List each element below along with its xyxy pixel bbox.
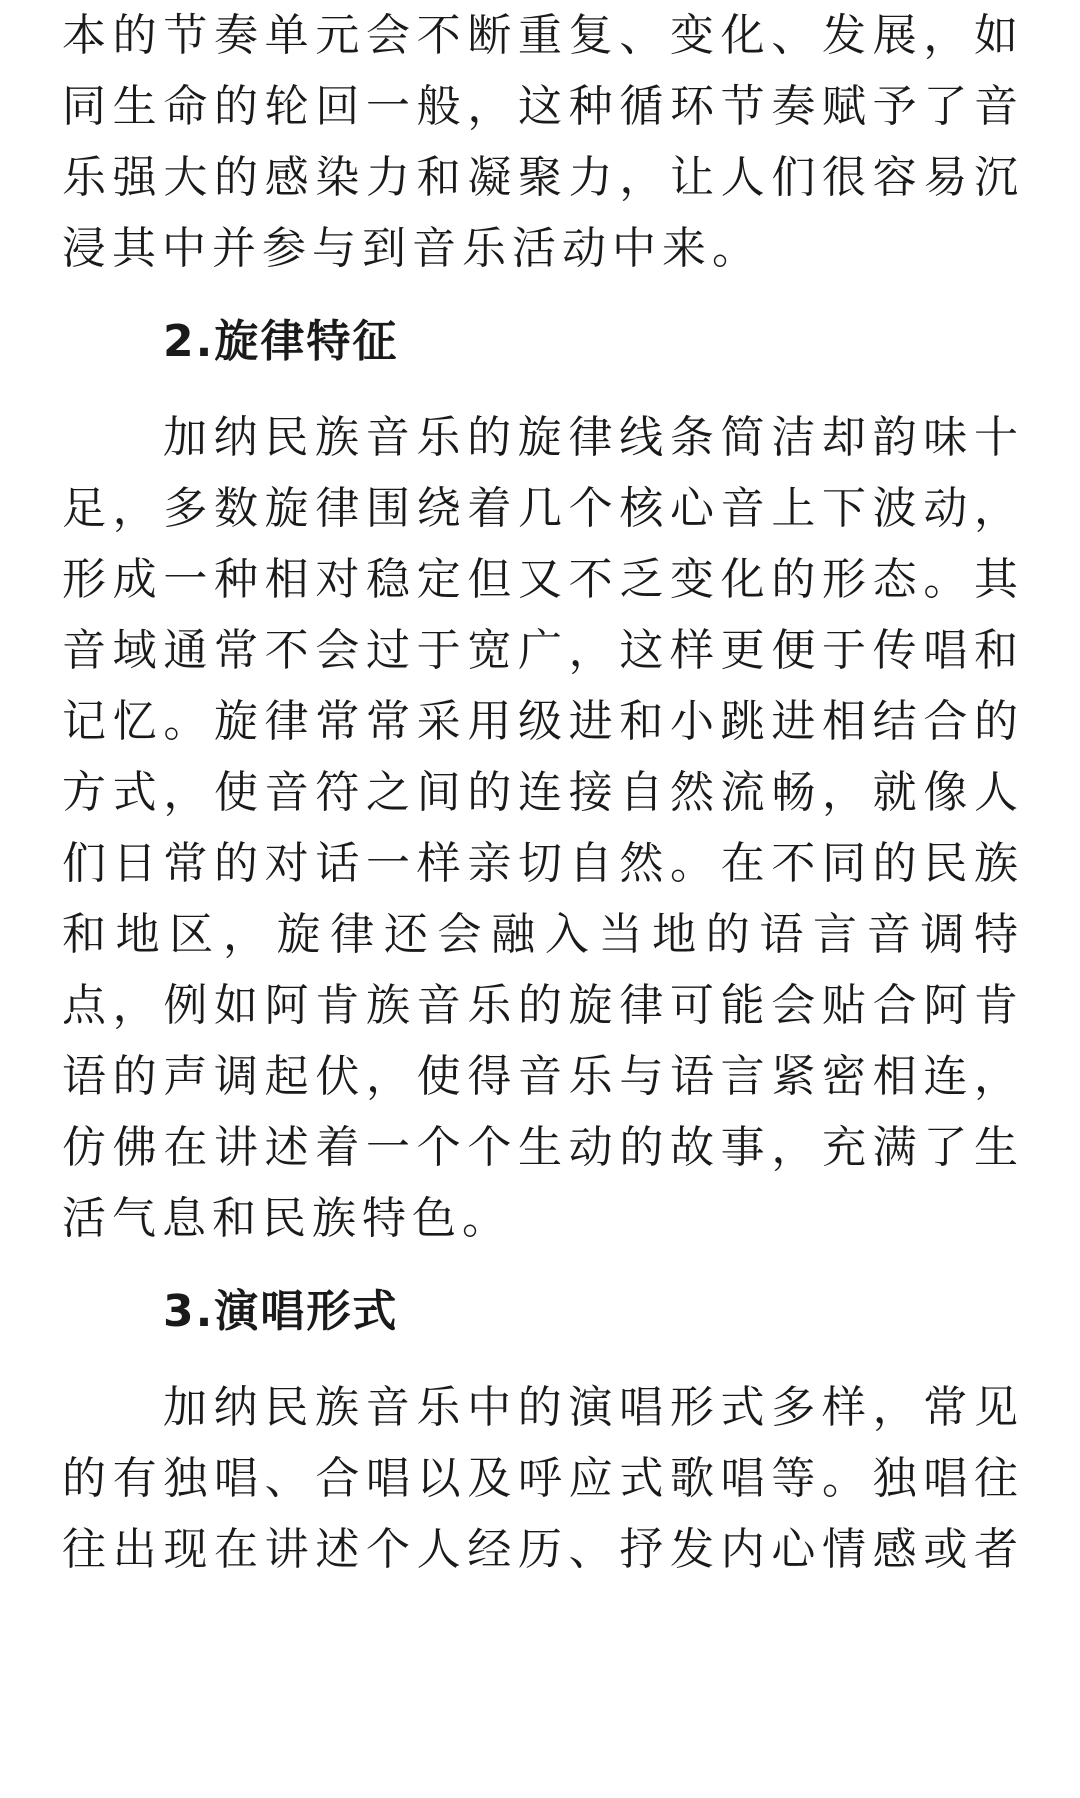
section-heading-melody: 2.旋律特征 <box>163 316 399 367</box>
paragraph-line: 语的声调起伏，使得音乐与语言紧密相连， <box>62 1051 1018 1102</box>
paragraph-line: 仿佛在讲述着一个个生动的故事，充满了生 <box>62 1122 1018 1173</box>
paragraph-line: 本的节奏单元会不断重复、变化、发展，如 <box>62 10 1018 61</box>
paragraph-line: 乐强大的感染力和凝聚力，让人们很容易沉 <box>62 152 1018 203</box>
paragraph-line: 形成一种相对稳定但又不乏变化的形态。其 <box>62 554 1018 605</box>
section-heading-singing: 3.演唱形式 <box>163 1286 399 1337</box>
paragraph-line: 音域通常不会过于宽广，这样更便于传唱和 <box>62 625 1018 676</box>
paragraph-line: 往出现在讲述个人经历、抒发内心情感或者 <box>62 1524 1018 1575</box>
paragraph-line: 们日常的对话一样亲切自然。在不同的民族 <box>62 838 1018 889</box>
paragraph-line: 足，多数旋律围绕着几个核心音上下波动， <box>62 483 1018 534</box>
paragraph-line: 浸其中并参与到音乐活动中来。 <box>62 223 762 274</box>
paragraph-line: 的有独唱、合唱以及呼应式歌唱等。独唱往 <box>62 1453 1018 1504</box>
paragraph-line: 记忆。旋律常常采用级进和小跳进相结合的 <box>62 696 1018 747</box>
paragraph-line: 和地区，旋律还会融入当地的语言音调特 <box>62 909 1018 960</box>
paragraph-line: 加纳民族音乐的旋律线条简洁却韵味十 <box>163 412 1018 463</box>
paragraph-line: 点，例如阿肯族音乐的旋律可能会贴合阿肯 <box>62 980 1018 1031</box>
paragraph-line: 方式，使音符之间的连接自然流畅，就像人 <box>62 767 1018 818</box>
paragraph-line: 活气息和民族特色。 <box>62 1193 512 1244</box>
paragraph-line: 同生命的轮回一般，这种循环节奏赋予了音 <box>62 81 1018 132</box>
paragraph-line: 加纳民族音乐中的演唱形式多样，常见 <box>163 1382 1018 1433</box>
